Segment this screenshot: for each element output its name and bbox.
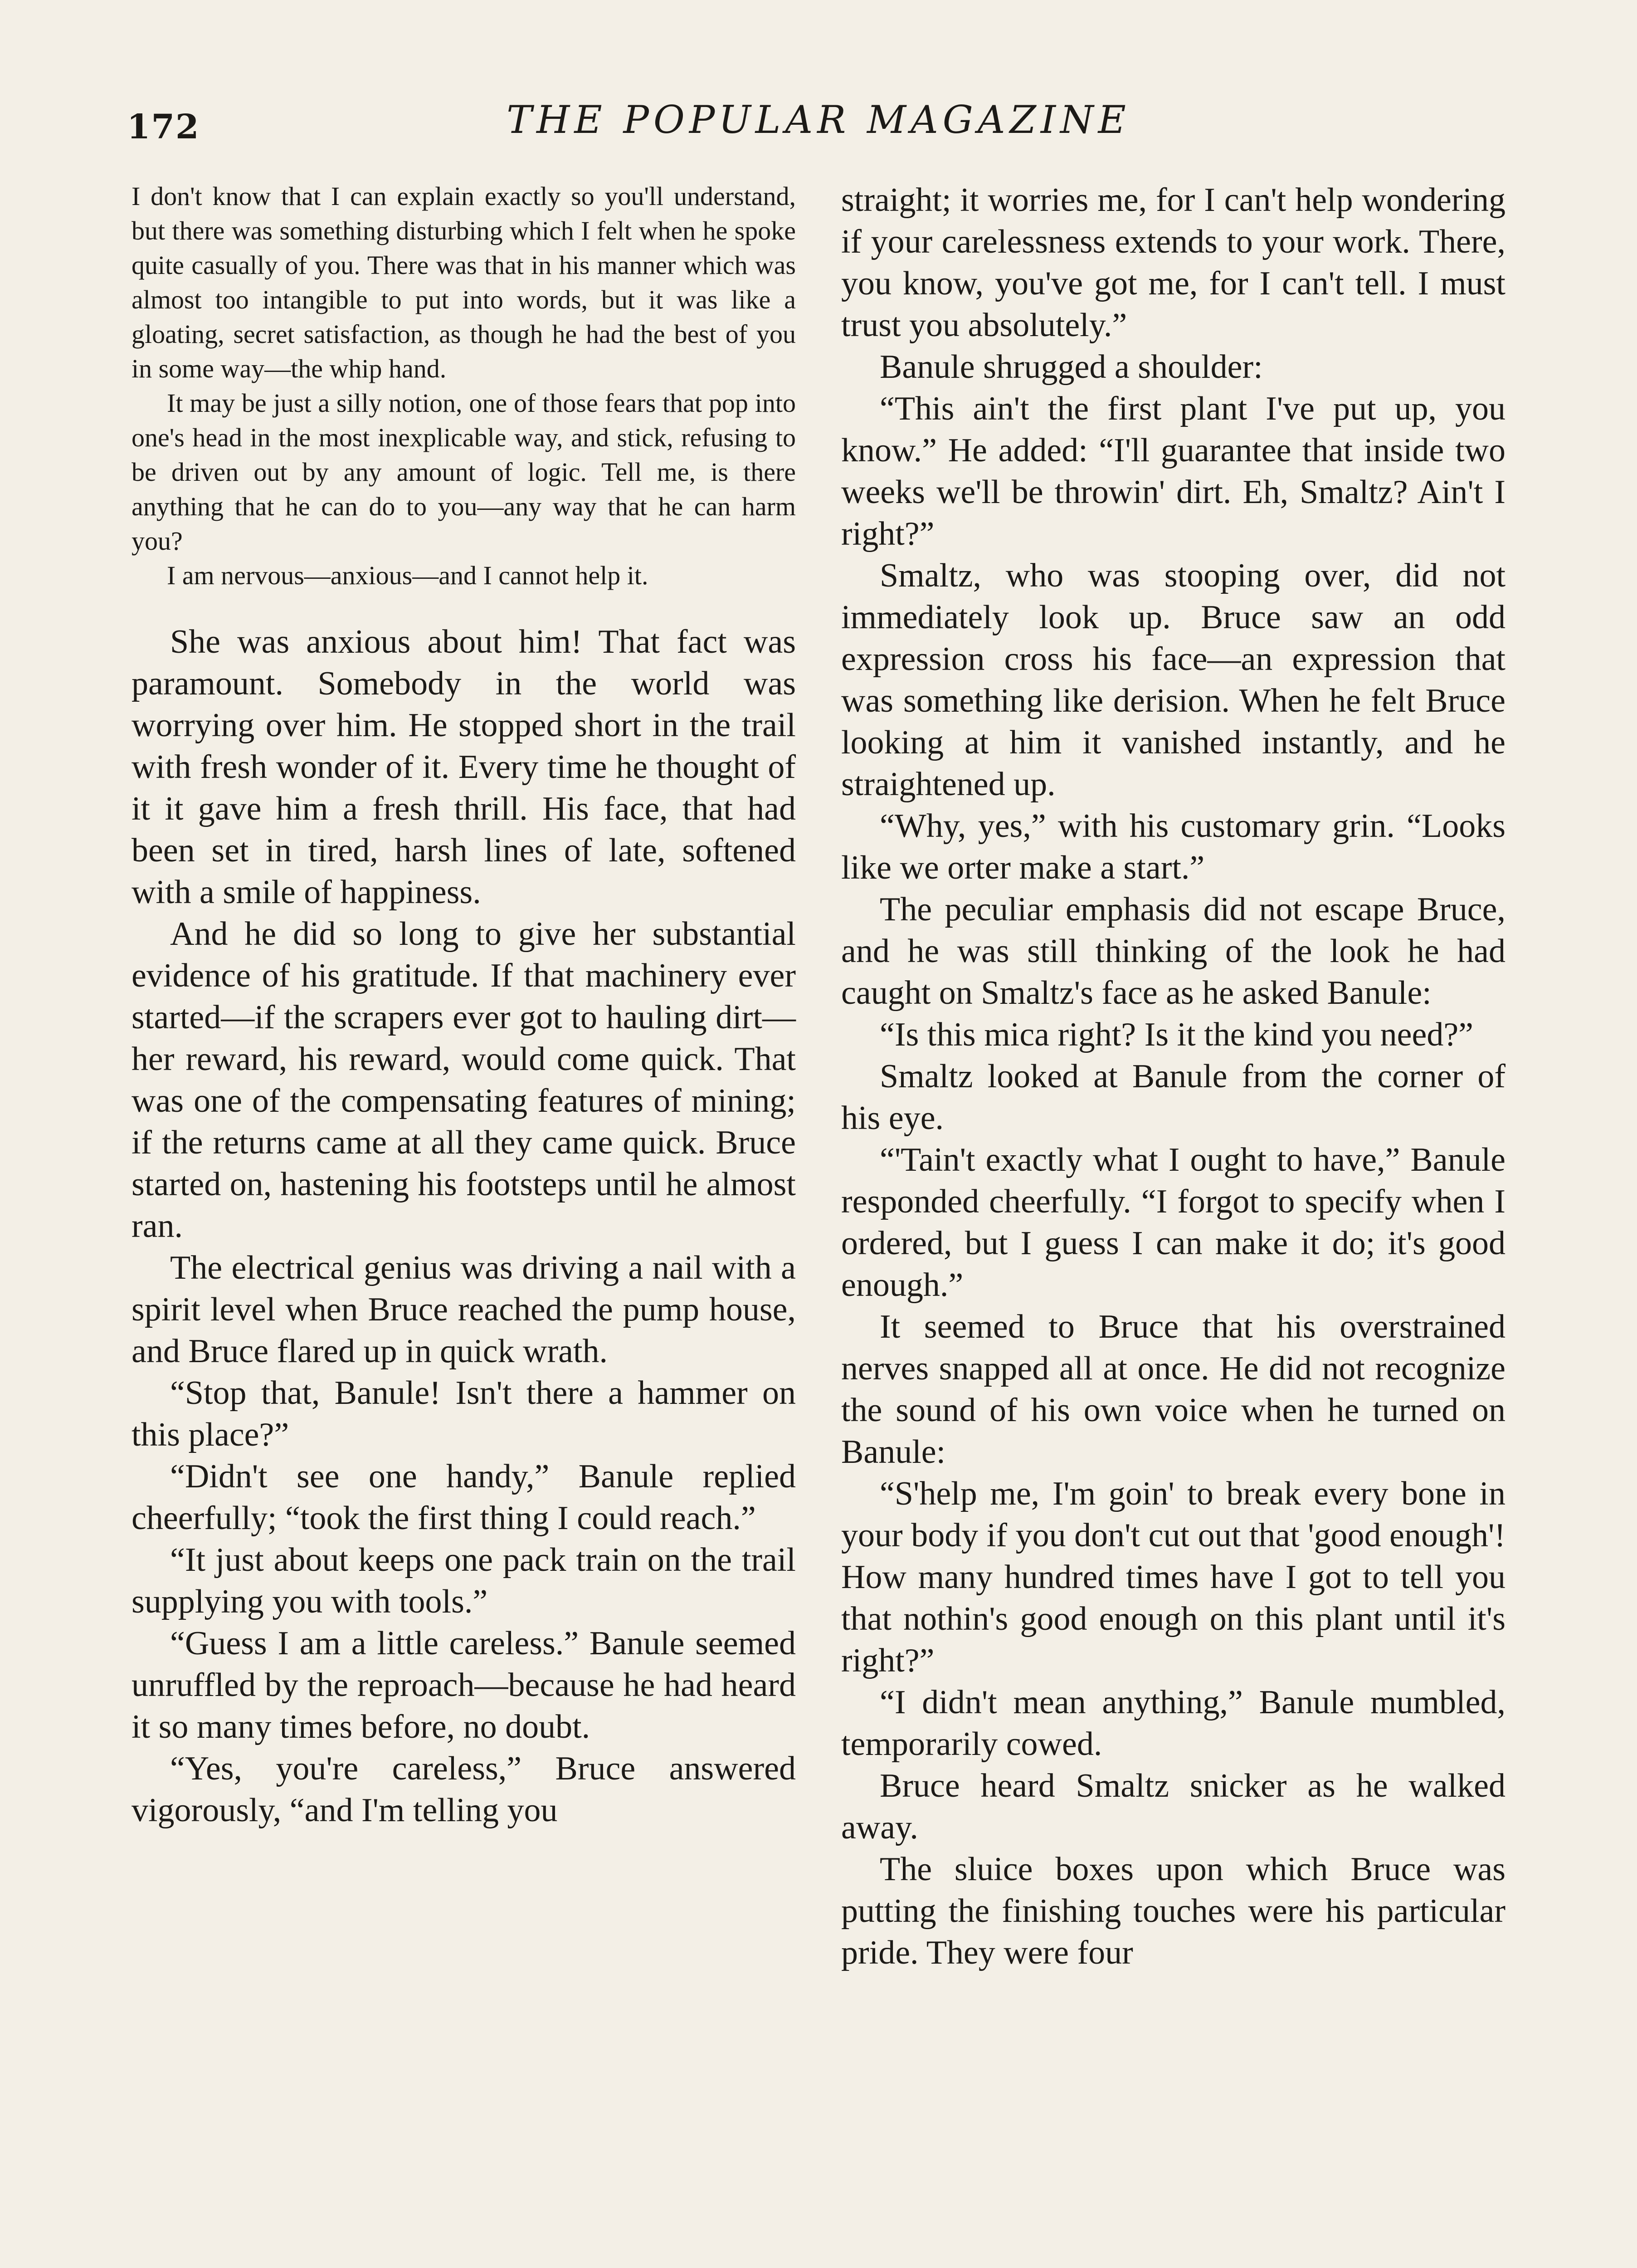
paragraph: “S'help me, I'm goin' to break every bone in your body if you don't cut out that 'good enough'! How many hundred times have I got to tell you that nothin's good enough on this plant until it's right?” xyxy=(841,1475,1505,1679)
letter-paragraph: I am nervous—anxious—and I cannot help it. xyxy=(167,561,648,590)
right-column xyxy=(841,179,1505,1974)
body-text xyxy=(132,621,796,1831)
page-header xyxy=(127,98,1510,156)
paragraph: “Yes, you're careless,” Bruce answered vigorously, “and I'm telling you xyxy=(132,1750,796,1829)
paragraph: Smaltz looked at Banule from the corner of his eye. xyxy=(841,1058,1505,1137)
paragraph: She was anxious about him! That fact was paramount. Somebody in the world was worrying over him. He stopped short in the trail with fresh wonder of it. Every time he thought of it it gave him a fresh thrill. His face, that had been set in tired, harsh lines of late, softened with a smile of happiness. xyxy=(132,623,796,911)
paragraph: The sluice boxes upon which Bruce was putting the finishing touches were his particular pride. They were four xyxy=(841,1851,1505,1971)
paragraph: “I didn't mean anything,” Banule mumbled, temporarily cowed. xyxy=(841,1684,1505,1763)
paragraph: “Guess I am a little careless.” Banule seemed unruffled by the reproach—because he had heard it so many times before, no doubt. xyxy=(132,1625,796,1745)
letter-paragraph: I don't know that I can explain exactly so you'll understand, but there was something disturbing which I felt when he spoke quite casually of you. There was that in his manner which was almost too intangible to put into words, but it was like a gloating, secret satisfaction, as though he had the best of you in some way—the whip hand. xyxy=(132,181,796,383)
paragraph: “Is this mica right? Is it the kind you need?” xyxy=(880,1016,1474,1053)
paragraph: The electrical genius was driving a nail with a spirit level when Bruce reached the pump house, and Bruce flared up in quick wrath. xyxy=(132,1249,796,1370)
paragraph: “This ain't the first plant I've put up, you know.” He added: “I'll guarantee that inside two weeks we'll be throwin' dirt. Eh, Smaltz? Ain't I right?” xyxy=(841,390,1505,552)
continued-paragraph: straight; it worries me, for I can't help wondering if your carelessness extends to your work. There, you know, you've got me, for I can't tell. I must trust you absolutely.” xyxy=(841,181,1505,344)
paragraph: It seemed to Bruce that his overstrained nerves snapped all at once. He did not recognize the sound of his own voice when he turned on Banule: xyxy=(841,1308,1505,1471)
paragraph: And he did so long to give her substantial evidence of his gratitude. If that machinery ever started—if the scrapers ever got to hauling dirt—her reward, his reward, would come quick. That was one of the compensating features of mining; if the returns came at all they came quick. Bruce started on, hastening his footsteps until he almost ran. xyxy=(132,915,796,1245)
page-number: 172 xyxy=(127,108,200,147)
paragraph: Bruce heard Smaltz snicker as he walked away. xyxy=(841,1767,1505,1846)
paragraph: “Stop that, Banule! Isn't there a hammer on this place?” xyxy=(132,1374,796,1453)
paragraph: “'Tain't exactly what I ought to have,” Banule responded cheerfully. “I forgot to specify when I ordered, but I guess I can make it do; it's good enough.” xyxy=(841,1141,1505,1304)
paragraph: Smaltz, who was stooping over, did not immediately look up. Bruce saw an odd expression cross his face—an expression that was something like derision. When he felt Bruce looking at him it vanished instantly, and he straightened up. xyxy=(841,557,1505,803)
running-title: THE POPULAR MAGAZINE xyxy=(507,98,1130,142)
body-text xyxy=(841,179,1505,1974)
paragraph: “Didn't see one handy,” Banule replied cheerfully; “took the first thing I could reach.” xyxy=(132,1458,796,1537)
paragraph: “Why, yes,” with his customary grin. “Looks like we orter make a start.” xyxy=(841,807,1505,886)
paragraph: “It just about keeps one pack train on the trail supplying you with tools.” xyxy=(132,1541,796,1620)
paragraph: Banule shrugged a shoulder: xyxy=(880,348,1263,386)
paragraph: The peculiar emphasis did not escape Bruce, and he was still thinking of the look he had caught on Smaltz's face as he asked Banule: xyxy=(841,891,1505,1012)
left-column xyxy=(132,179,796,1831)
letter-excerpt xyxy=(132,179,796,593)
letter-paragraph: It may be just a silly notion, one of those fears that pop into one's head in the most inexplicable way, and stick, refusing to be driven out by any amount of logic. Tell me, is there anything that he can do to you—any way that he can harm you? xyxy=(132,388,796,556)
